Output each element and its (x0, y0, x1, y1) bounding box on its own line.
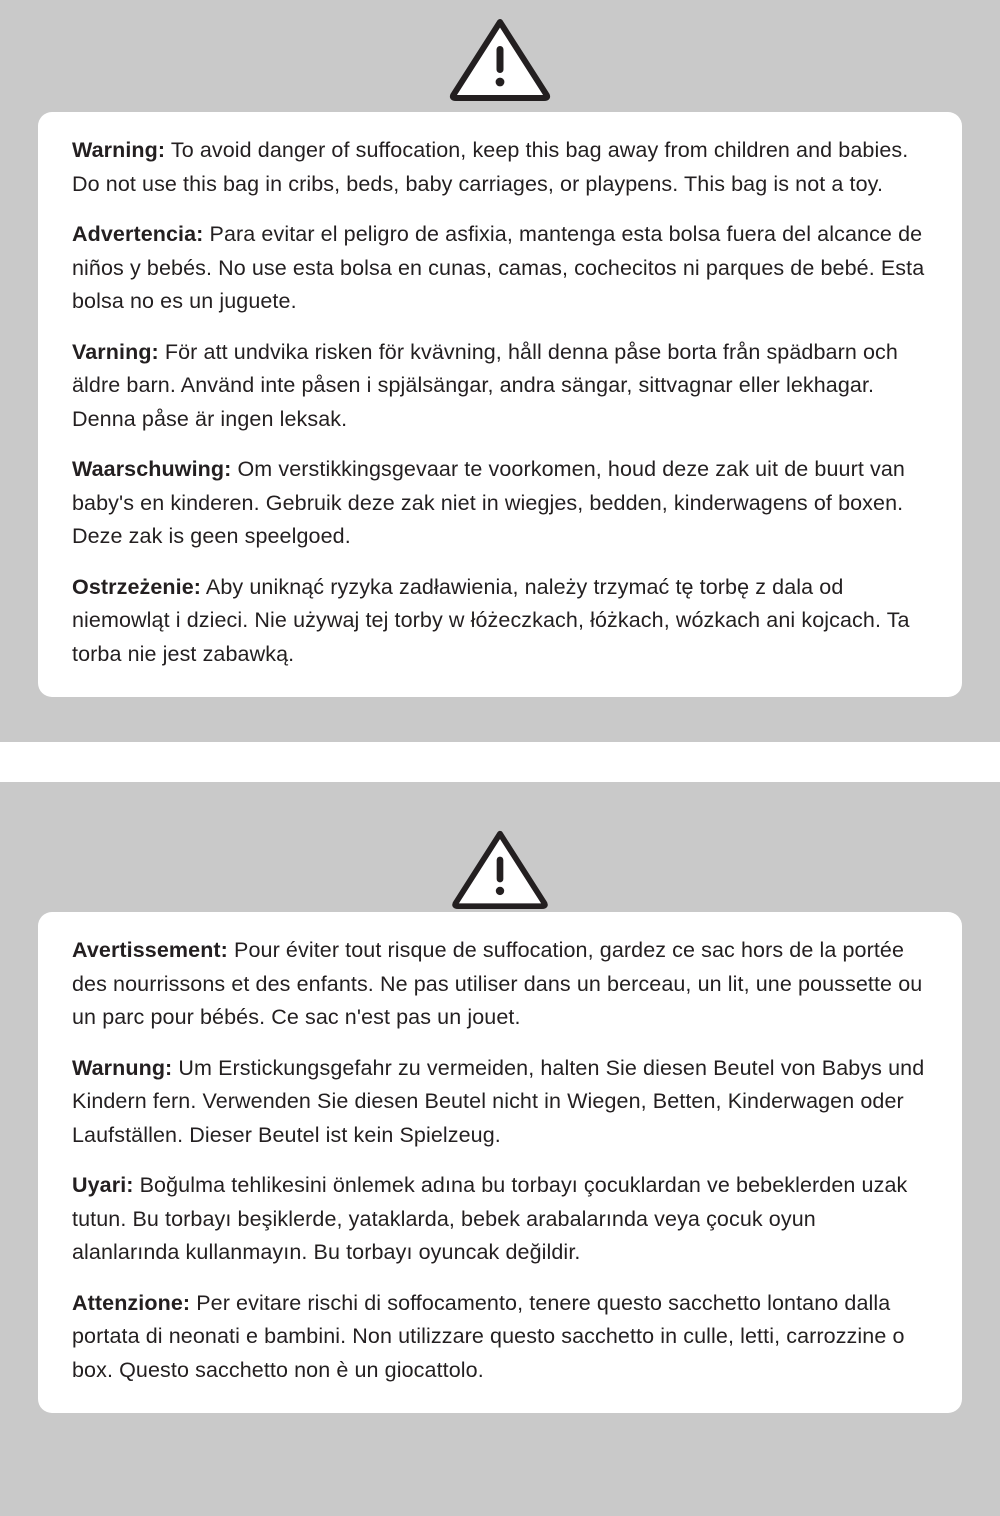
warning-label: Avertissement: (72, 938, 228, 962)
warning-paragraph (72, 218, 928, 319)
warning-paragraph (72, 934, 928, 1035)
warning-panel-bottom (0, 782, 1000, 1516)
warning-card-bottom (38, 912, 962, 1413)
warning-label: Attenzione: (72, 1290, 191, 1315)
warning-paragraph (72, 1287, 928, 1388)
warning-triangle-exclamation-icon (448, 16, 552, 102)
warning-panel-top (0, 0, 1000, 742)
warning-paragraph (72, 336, 928, 437)
warning-label: Uyari: (72, 1173, 134, 1198)
warning-text: Para evitar el peligro de asfixia, mantenga esta bolsa fuera del alcance de niños y bebés. No use esta bolsa en cunas, camas, cochecitos ni parques de bebé. Esta bolsa no es un juguete. (72, 222, 925, 314)
warning-paragraph (72, 1169, 928, 1270)
warning-text: Pour éviter tout risque de suffocation, gardez ce sac hors de la portée des nourrissons et des enfants. Ne pas utiliser dans un berceau, un lit, une poussette ou un parc pour bébés. Ce sac n'est pas un jouet. (72, 938, 923, 1030)
warning-paragraph (72, 1052, 928, 1153)
warning-label: Waarschuwing: (72, 457, 232, 482)
warning-text: Aby uniknąć ryzyka zadławienia, należy trzymać tę torbę z dala od niemowląt i dzieci. Nie używaj tej torby w łóżeczkach, łóżkach, wózkach ani kojcach. Ta torba nie jest zabawką. (72, 574, 910, 666)
warning-paragraph (72, 571, 928, 672)
warning-icon-container (18, 16, 982, 112)
warning-label: Warnung: (72, 1055, 173, 1080)
warning-text: Boğulma tehlikesini önlemek adına bu torbayı çocuklardan ve bebeklerden uzak tutun. Bu torbayı beşiklerde, yataklarda, bebek arabalarında veya çocuk oyun alanlarında kullanmayın. Bu torbayı oyuncak değildir. (72, 1173, 908, 1265)
warning-label: Varning: (72, 339, 159, 364)
warning-paragraph (72, 453, 928, 554)
warning-paragraph (72, 134, 928, 201)
warning-text: Um Erstickungsgefahr zu vermeiden, halten Sie diesen Beutel von Babys und Kindern fern. Verwenden Sie diesen Beutel nicht in Wiegen, Betten, Kinderwagen oder Laufställen. Dieser Beutel ist kein Spielzeug. (72, 1055, 925, 1147)
warning-text: För att undvika risken för kvävning, håll denna påse borta från spädbarn och äldre barn. Använd inte påsen i spjälsängar, andra sängar, sittvagnar eller lekhagar. Denna påse är ingen leksak. (72, 339, 898, 431)
warning-text: Om verstikkingsgevaar te voorkomen, houd deze zak uit de buurt van baby's en kinderen. Gebruik deze zak niet in wiegjes, bedden, kinderwagens of boxen. Deze zak is geen speelgoed. (72, 457, 905, 549)
warning-text: Per evitare rischi di soffocamento, tenere questo sacchetto lontano dalla portata di neonati e bambini. Non utilizzare questo sacchetto in culle, letti, carrozzine o box. Questo sacchetto non è un giocattolo. (72, 1290, 905, 1382)
warning-icon-container (18, 828, 982, 912)
warning-label: Warning: (72, 138, 166, 162)
warning-label: Advertencia: (72, 222, 204, 247)
warning-triangle-exclamation-icon (450, 828, 550, 910)
warning-text: To avoid danger of suffocation, keep this bag away from children and babies. Do not use this bag in cribs, beds, baby carriages, or playpens. This bag is not a toy. (72, 138, 909, 196)
warning-label: Ostrzeżenie: (72, 574, 202, 599)
warning-card-top (38, 112, 962, 697)
panel-gap-divider (0, 742, 1000, 782)
